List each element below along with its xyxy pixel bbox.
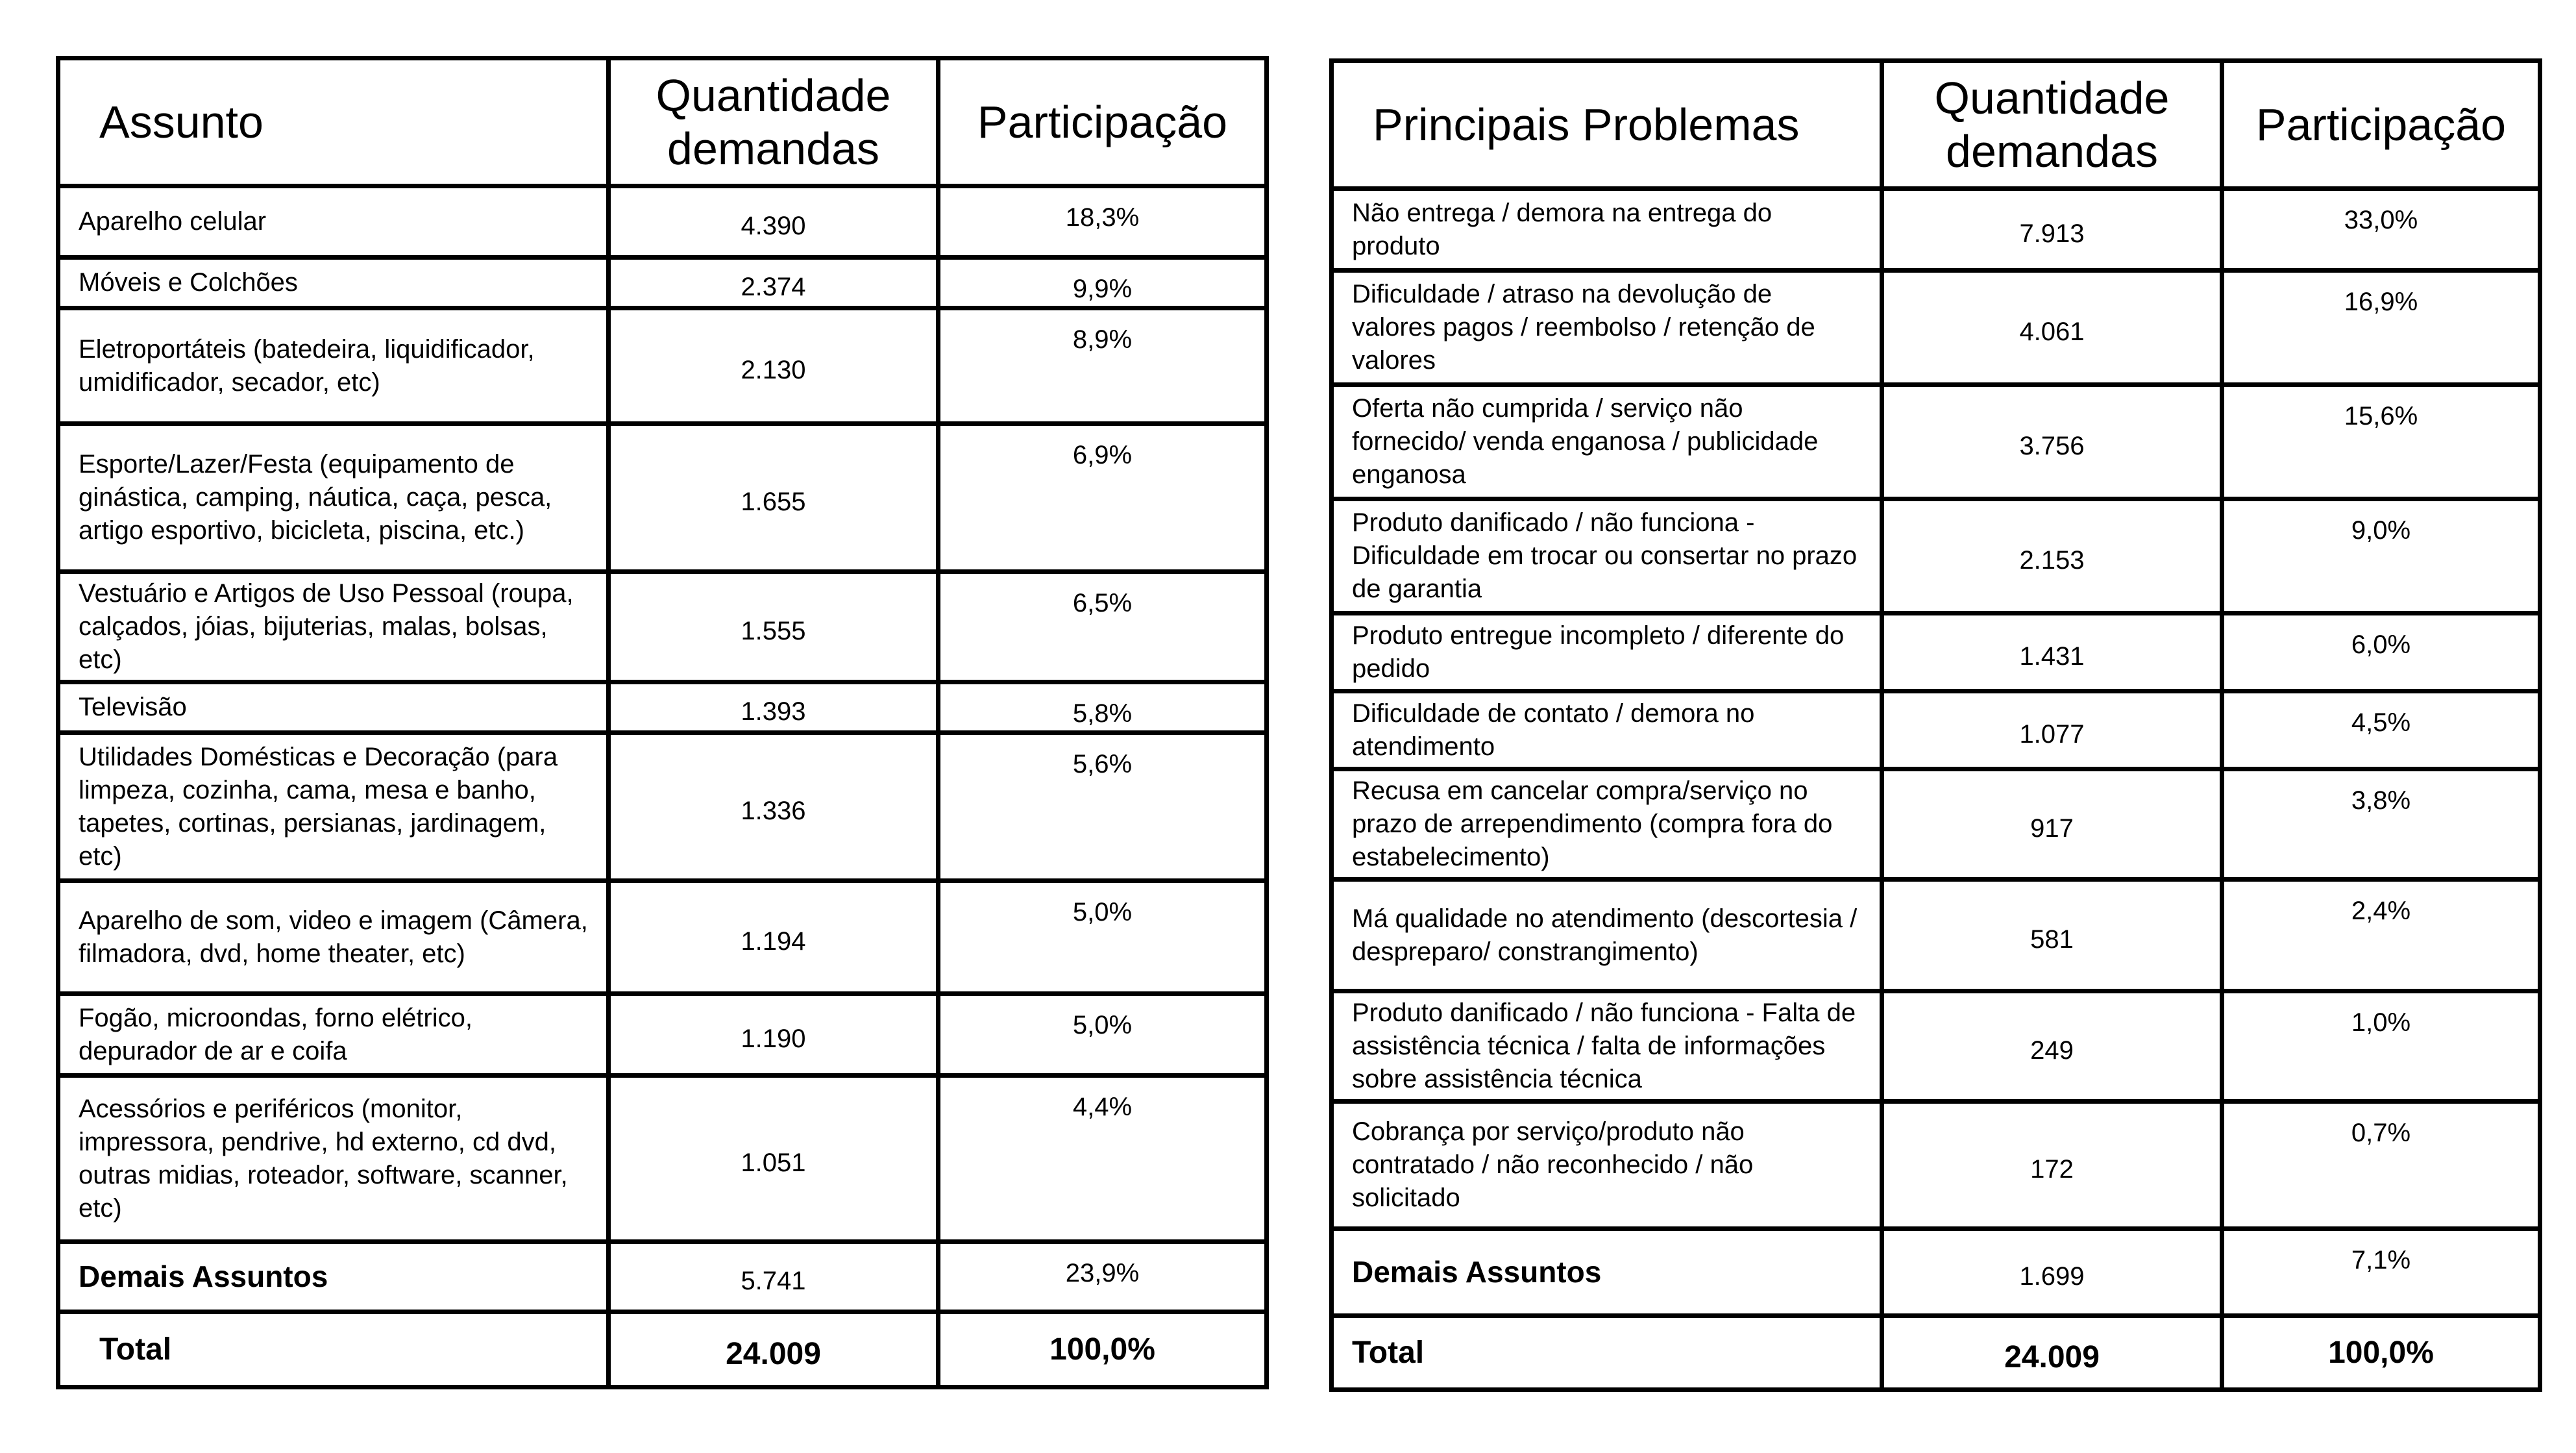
table-row xyxy=(1332,1102,2540,1229)
table-row xyxy=(58,258,1267,308)
quantity-cell: 1.051 xyxy=(609,1076,938,1242)
subject-cell: Móveis e Colchões xyxy=(58,258,609,308)
table-row xyxy=(1332,991,2540,1102)
share-cell: 15,6% xyxy=(2222,385,2540,499)
total-row xyxy=(58,1312,1267,1387)
quantity-cell: 2.153 xyxy=(1882,499,2222,614)
header-row xyxy=(1332,61,2540,189)
share-cell: 1,0% xyxy=(2222,991,2540,1102)
others-share: 7,1% xyxy=(2222,1229,2540,1316)
table-row xyxy=(58,1076,1267,1242)
table-row xyxy=(58,424,1267,572)
problem-cell: Produto danificado / não funciona - Falta de assistência técnica / falta de informações sobre assistência técnica xyxy=(1332,991,1882,1102)
table-row xyxy=(58,572,1267,682)
problem-cell: Produto entregue incompleto / diferente do pedido xyxy=(1332,614,1882,691)
others-quantity: 5.741 xyxy=(609,1242,938,1312)
problem-cell: Produto danificado / não funciona - Dificuldade em trocar ou consertar no prazo de garantia xyxy=(1332,499,1882,614)
share-cell: 9,0% xyxy=(2222,499,2540,614)
quantity-cell: 1.194 xyxy=(609,881,938,994)
share-cell: 8,9% xyxy=(938,308,1267,424)
table-row xyxy=(1332,880,2540,991)
quantity-cell: 581 xyxy=(1882,880,2222,991)
header-problem: Principais Problemas xyxy=(1332,61,1882,189)
subject-cell: Televisão xyxy=(58,682,609,733)
problem-cell: Cobrança por serviço/produto não contratado / não reconhecido / não solicitado xyxy=(1332,1102,1882,1229)
share-cell: 2,4% xyxy=(2222,880,2540,991)
header-row xyxy=(58,58,1267,186)
share-cell: 33,0% xyxy=(2222,189,2540,271)
share-cell: 18,3% xyxy=(938,186,1267,258)
table-row xyxy=(1332,769,2540,880)
quantity-cell: 2.130 xyxy=(609,308,938,424)
table-row xyxy=(1332,271,2540,385)
quantity-cell: 1.336 xyxy=(609,733,938,881)
quantity-cell: 3.756 xyxy=(1882,385,2222,499)
problem-cell: Dificuldade de contato / demora no atendimento xyxy=(1332,691,1882,769)
subjects-table xyxy=(56,56,1269,1389)
others-row xyxy=(1332,1229,2540,1316)
problem-cell: Má qualidade no atendimento (descortesia / despreparo/ constrangimento) xyxy=(1332,880,1882,991)
share-cell: 6,9% xyxy=(938,424,1267,572)
table-row xyxy=(1332,691,2540,769)
table-row xyxy=(1332,614,2540,691)
table-row xyxy=(1332,499,2540,614)
subject-cell: Aparelho celular xyxy=(58,186,609,258)
quantity-cell: 1.077 xyxy=(1882,691,2222,769)
quantity-cell: 172 xyxy=(1882,1102,2222,1229)
others-share: 23,9% xyxy=(938,1242,1267,1312)
table-row xyxy=(1332,189,2540,271)
problem-cell: Não entrega / demora na entrega do produto xyxy=(1332,189,1882,271)
quantity-cell: 2.374 xyxy=(609,258,938,308)
total-share: 100,0% xyxy=(938,1312,1267,1387)
quantity-cell: 4.061 xyxy=(1882,271,2222,385)
others-row xyxy=(58,1242,1267,1312)
others-label: Demais Assuntos xyxy=(58,1242,609,1312)
quantity-cell: 1.431 xyxy=(1882,614,2222,691)
table-row xyxy=(58,682,1267,733)
share-cell: 3,8% xyxy=(2222,769,2540,880)
header-quantity: Quantidade demandas xyxy=(1882,61,2222,189)
quantity-cell: 4.390 xyxy=(609,186,938,258)
table-row xyxy=(1332,385,2540,499)
total-label: Total xyxy=(1332,1316,1882,1390)
share-cell: 16,9% xyxy=(2222,271,2540,385)
subject-cell: Esporte/Lazer/Festa (equipamento de ginástica, camping, náutica, caça, pesca, artigo esportivo, bicicleta, piscina, etc.) xyxy=(58,424,609,572)
header-share: Participação xyxy=(2222,61,2540,189)
share-cell: 4,5% xyxy=(2222,691,2540,769)
quantity-cell: 917 xyxy=(1882,769,2222,880)
total-quantity: 24.009 xyxy=(1882,1316,2222,1390)
share-cell: 5,0% xyxy=(938,881,1267,994)
share-cell: 4,4% xyxy=(938,1076,1267,1242)
quantity-cell: 1.555 xyxy=(609,572,938,682)
header-subject: Assunto xyxy=(58,58,609,186)
problem-cell: Dificuldade / atraso na devolução de valores pagos / reembolso / retenção de valores xyxy=(1332,271,1882,385)
share-cell: 5,0% xyxy=(938,994,1267,1076)
total-quantity: 24.009 xyxy=(609,1312,938,1387)
share-cell: 6,0% xyxy=(2222,614,2540,691)
share-cell: 5,6% xyxy=(938,733,1267,881)
quantity-cell: 7.913 xyxy=(1882,189,2222,271)
share-cell: 0,7% xyxy=(2222,1102,2540,1229)
subject-cell: Utilidades Domésticas e Decoração (para limpeza, cozinha, cama, mesa e banho, tapetes, cortinas, persianas, jardinagem, etc) xyxy=(58,733,609,881)
table-row xyxy=(58,733,1267,881)
subject-cell: Eletroportáteis (batedeira, liquidificador, umidificador, secador, etc) xyxy=(58,308,609,424)
quantity-cell: 249 xyxy=(1882,991,2222,1102)
table-row xyxy=(58,186,1267,258)
quantity-cell: 1.655 xyxy=(609,424,938,572)
others-quantity: 1.699 xyxy=(1882,1229,2222,1316)
subject-cell: Fogão, microondas, forno elétrico, depurador de ar e coifa xyxy=(58,994,609,1076)
share-cell: 5,8% xyxy=(938,682,1267,733)
subject-cell: Acessórios e periféricos (monitor, impressora, pendrive, hd externo, cd dvd, outras midias, roteador, software, scanner, etc) xyxy=(58,1076,609,1242)
problem-cell: Oferta não cumprida / serviço não fornecido/ venda enganosa / publicidade enganosa xyxy=(1332,385,1882,499)
total-label: Total xyxy=(58,1312,609,1387)
subject-cell: Aparelho de som, video e imagem (Câmera, filmadora, dvd, home theater, etc) xyxy=(58,881,609,994)
share-cell: 6,5% xyxy=(938,572,1267,682)
others-label: Demais Assuntos xyxy=(1332,1229,1882,1316)
table-row xyxy=(58,308,1267,424)
header-quantity: Quantidade demandas xyxy=(609,58,938,186)
quantity-cell: 1.190 xyxy=(609,994,938,1076)
problem-cell: Recusa em cancelar compra/serviço no prazo de arrependimento (compra fora do estabelecimento) xyxy=(1332,769,1882,880)
share-cell: 9,9% xyxy=(938,258,1267,308)
quantity-cell: 1.393 xyxy=(609,682,938,733)
table-row xyxy=(58,881,1267,994)
total-share: 100,0% xyxy=(2222,1316,2540,1390)
header-share: Participação xyxy=(938,58,1267,186)
subject-cell: Vestuário e Artigos de Uso Pessoal (roupa, calçados, jóias, bijuterias, malas, bolsas, etc) xyxy=(58,572,609,682)
problems-table xyxy=(1329,58,2542,1392)
total-row xyxy=(1332,1316,2540,1390)
table-row xyxy=(58,994,1267,1076)
